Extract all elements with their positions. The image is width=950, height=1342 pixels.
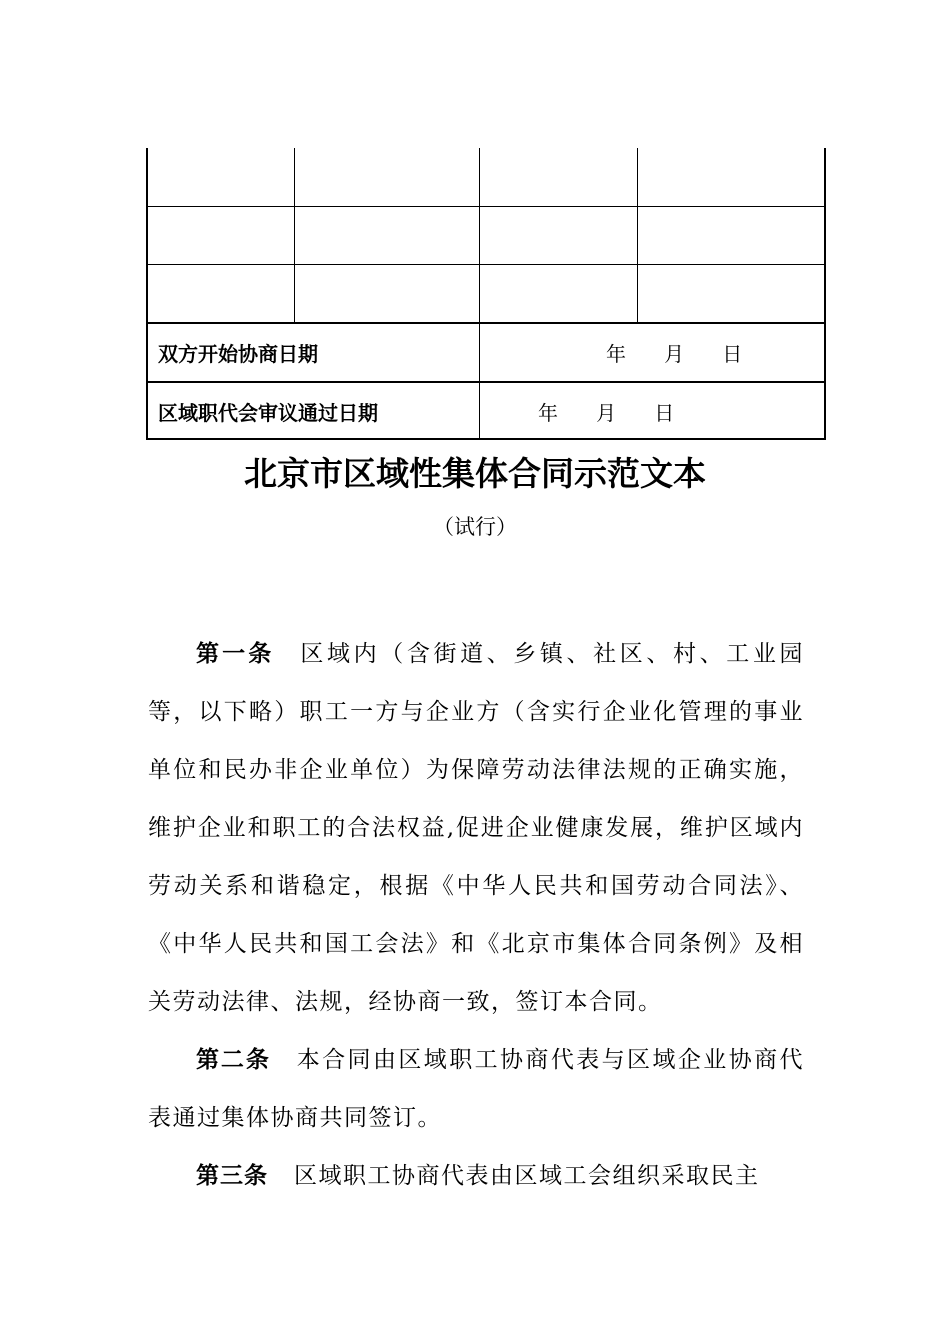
- article-2: [148, 1031, 804, 1147]
- document-body: [148, 625, 804, 1205]
- article-label: 第二条: [196, 1047, 271, 1073]
- table-rule: [146, 322, 826, 324]
- table-divider: [479, 148, 480, 440]
- article-text: 区域职工协商代表由区域工会组织采取民主: [294, 1163, 760, 1189]
- article-3: [148, 1147, 804, 1205]
- article-text: 区域内（含街道、乡镇、社区、村、工业园等，以下略）职工一方与企业方（含实行企业化管理的事业单位和民办非企业单位）为保障劳动法律法规的正确实施，维护企业和职工的合法权益,促进企业健康发展，维护区域内劳动关系和谐稳定，根据《中华人民共和国劳动合同法》、《中华人民共和国工会法》和《北京市集体合同条例》及相关劳动法律、法规，经协商一致，签订本合同。: [148, 641, 805, 1015]
- table-divider: [637, 148, 638, 322]
- table-divider: [294, 148, 295, 322]
- approval-date-value: 年 月 日: [538, 401, 675, 425]
- article-label: 第三条: [196, 1163, 268, 1189]
- negotiation-start-date-label: 双方开始协商日期: [158, 342, 318, 366]
- article-label: 第一条: [196, 641, 275, 667]
- table-border-bottom: [146, 438, 826, 440]
- document-title: 北京市区域性集体合同示范文本: [244, 454, 706, 493]
- table-rule: [146, 264, 826, 265]
- table-border-left: [146, 148, 148, 440]
- negotiation-start-date-value: 年 月 日: [606, 342, 743, 366]
- table-rule: [146, 381, 826, 383]
- table-border-right: [824, 148, 826, 440]
- article-text: 本合同由区域职工协商代表与区域企业协商代表通过集体协商共同签订。: [148, 1047, 805, 1131]
- article-1: [148, 625, 804, 1031]
- approval-date-label: 区域职代会审议通过日期: [158, 401, 378, 425]
- document-subtitle: （试行）: [433, 515, 517, 539]
- signature-table: [146, 148, 826, 440]
- table-rule: [146, 206, 826, 207]
